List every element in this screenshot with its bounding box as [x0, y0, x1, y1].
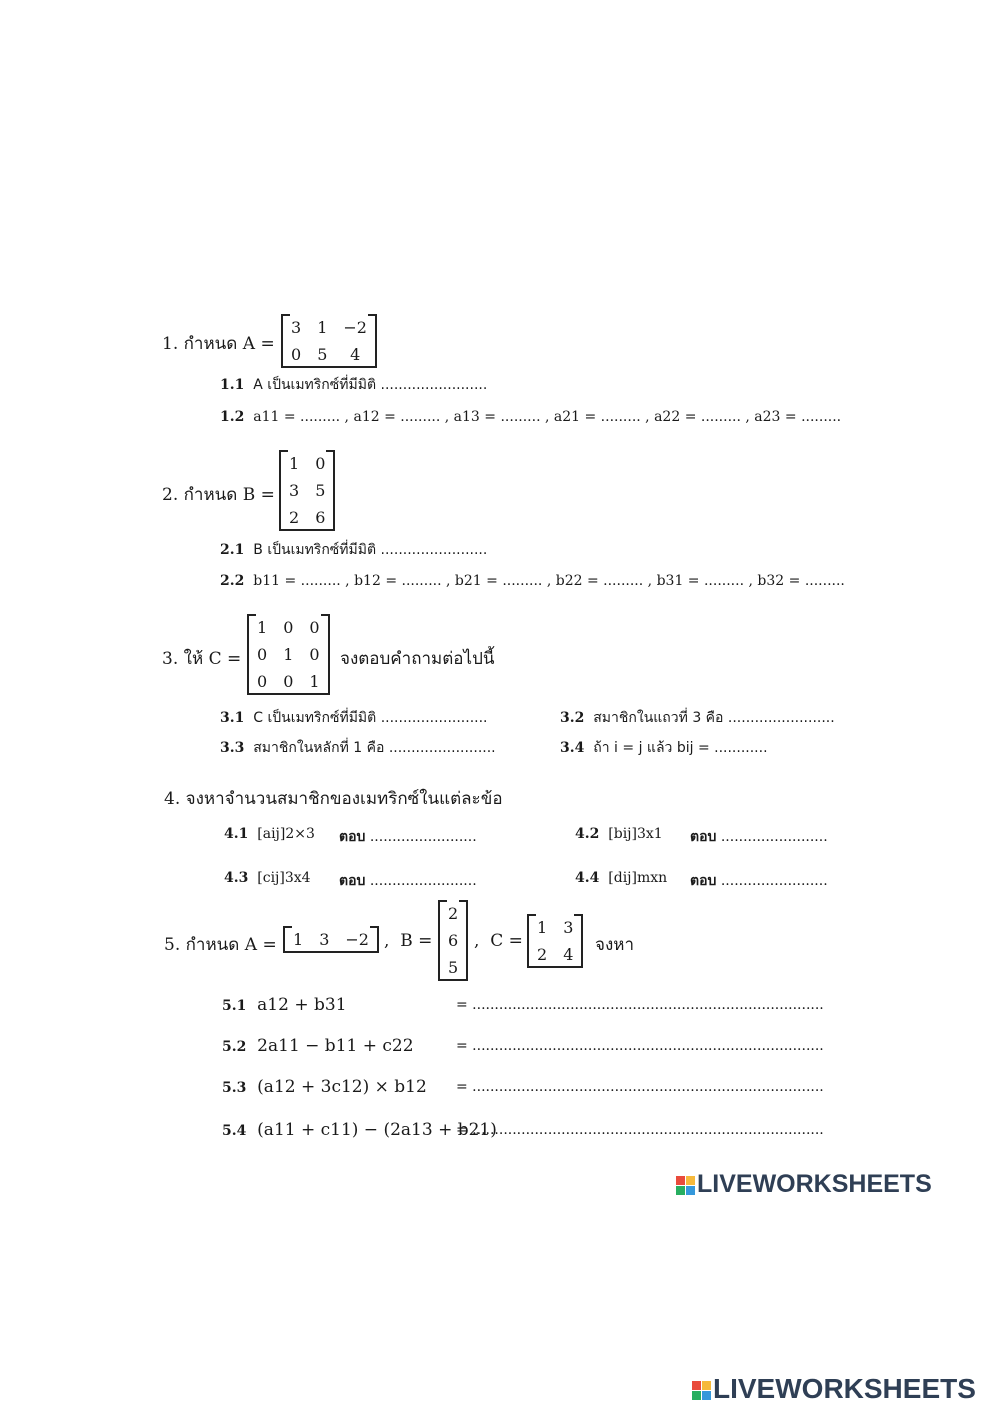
matrix-cell: 1 [537, 918, 548, 937]
q5-b-var-text: B = [400, 931, 433, 951]
q5-3 [222, 1077, 427, 1097]
q1-text: กำหนด [183, 334, 238, 354]
q1-var: A = [242, 334, 275, 354]
q3-after-text: จงตอบคำถามต่อไปนี้ [340, 649, 495, 669]
q3-4 [560, 737, 768, 759]
q4-4-answer [690, 870, 828, 892]
q1-1-label: 1.1 [220, 377, 245, 393]
matrix-cell: 5 [317, 345, 328, 364]
matrix-cell: 0 [315, 454, 326, 473]
matrix-cell: 0 [283, 618, 294, 637]
q1-1 [220, 374, 487, 396]
matrix-c-q3 [247, 614, 330, 695]
q3-3-text: สมาชิกในหลักที่ 1 คือ ........................ [253, 740, 496, 756]
q4-text: จงหาจำนวนสมาชิกของเมทริกซ์ในแต่ละข้อ [185, 789, 503, 809]
q4-1 [224, 826, 315, 842]
q5-2-label: 5.2 [222, 1039, 247, 1055]
answer-blank: ........................ [720, 873, 828, 889]
q3-var: C = [208, 649, 242, 669]
q5-after-text: จงหา [595, 935, 635, 955]
q1-2: 1.2 a11 = ......... , a12 = ......... , a13 = ......... , a21 = ......... , a22 = ......... , a23 = ......... [220, 409, 842, 425]
matrix-b-q5 [438, 900, 468, 981]
q3-text: ให้ [183, 649, 204, 669]
q3-2-label: 3.2 [560, 710, 585, 726]
q5-4-expr: (a11 + c11) − (2a13 + b21) [257, 1120, 497, 1140]
logo-text: LIVEWORKSHEETS [697, 1170, 932, 1198]
matrix-a-q1 [281, 314, 377, 368]
q1-2-part: a21 = ......... [553, 409, 641, 425]
q2-1-label: 2.1 [220, 542, 245, 558]
q5-b-var: , B = [384, 931, 433, 951]
answer-word: ตอบ [690, 829, 717, 845]
matrix-cell: 6 [315, 508, 326, 527]
q4-2 [575, 826, 663, 842]
q5-c-var-text: C = [490, 931, 523, 951]
q2-2-part: b22 = ......... [555, 573, 644, 589]
q1-2-label: 1.2 [220, 409, 245, 425]
q2-number: 2. [162, 485, 179, 505]
q3-number: 3. [162, 649, 179, 669]
q3-3-label: 3.3 [220, 740, 245, 756]
matrix-cell: 6 [448, 931, 459, 950]
q4-number: 4. [164, 789, 181, 809]
answer-blank: ........................ [369, 829, 477, 845]
q4-heading [164, 785, 503, 812]
q4-1-answer [339, 826, 477, 848]
q1-2-part: a13 = ......... [453, 409, 541, 425]
q5-1-blank: = ............................................................................... [456, 997, 824, 1013]
q5-2-expr: 2a11 − b11 + c22 [257, 1036, 414, 1056]
answer-word: ตอบ [690, 873, 717, 889]
q1-2-part: a22 = ......... [654, 409, 741, 425]
matrix-cell: −2 [345, 930, 369, 949]
matrix-cell: 1 [283, 645, 294, 664]
q4-1-expr: [aij]2×3 [257, 826, 315, 842]
q1-heading [162, 330, 275, 357]
q5-a-var: A = [244, 935, 277, 955]
matrix-cell: 2 [289, 508, 300, 527]
q2-1-text: B เป็นเมทริกซ์ที่มีมิติ ........................ [253, 542, 488, 558]
matrix-cell: 1 [289, 454, 300, 473]
matrix-cell: 0 [309, 645, 320, 664]
matrix-c-q5 [527, 914, 583, 968]
q5-1-expr: a12 + b31 [257, 995, 347, 1015]
q1-2-part: a12 = ......... [353, 409, 441, 425]
q5-1 [222, 995, 347, 1015]
logo-icon [676, 1176, 695, 1195]
q4-3-expr: [cij]3x4 [257, 870, 311, 886]
matrix-a-q5 [283, 926, 379, 953]
q3-heading [162, 645, 241, 672]
q5-text: กำหนด [185, 935, 240, 955]
matrix-cell: 2 [537, 945, 548, 964]
answer-blank: ........................ [720, 829, 828, 845]
logo-text: LIVEWORKSHEETS [713, 1373, 976, 1404]
q1-2-part: a23 = ......... [754, 409, 842, 425]
q1-1-text: A เป็นเมทริกซ์ที่มีมิติ ........................ [253, 377, 488, 393]
q3-4-text: ถ้า i = j แล้ว bij = ............ [593, 740, 768, 756]
q5-4-label: 5.4 [222, 1123, 247, 1139]
q1-2-part: a11 = ......... [253, 409, 341, 425]
q2-2-label: 2.2 [220, 573, 245, 589]
matrix-cell: 3 [563, 918, 574, 937]
liveworksheets-logo-inline [676, 1170, 932, 1199]
q1-number: 1. [162, 334, 179, 354]
q3-3 [220, 737, 496, 759]
matrix-cell: 3 [291, 318, 302, 337]
matrix-cell: 3 [289, 481, 300, 500]
q2-1 [220, 539, 487, 561]
q4-2-label: 4.2 [575, 826, 600, 842]
q2-2-part: b12 = ......... [354, 573, 442, 589]
answer-word: ตอบ [339, 873, 366, 889]
matrix-cell: 0 [309, 618, 320, 637]
matrix-cell: −2 [343, 318, 367, 337]
matrix-cell: 5 [315, 481, 326, 500]
answer-word: ตอบ [339, 829, 366, 845]
q3-1-text: C เป็นเมทริกซ์ที่มีมิติ ........................ [253, 710, 488, 726]
q5-number: 5. [164, 935, 181, 955]
liveworksheets-logo-footer [692, 1373, 976, 1405]
q5-3-blank: = ............................................................................... [456, 1079, 824, 1095]
q4-2-answer [690, 826, 828, 848]
q4-4-label: 4.4 [575, 870, 600, 886]
q5-2-blank: = ............................................................................... [456, 1038, 824, 1054]
q5-3-label: 5.3 [222, 1080, 247, 1096]
matrix-cell: 0 [291, 345, 302, 364]
q4-2-expr: [bij]3x1 [608, 826, 663, 842]
q2-var: B = [242, 485, 275, 505]
q2-2-part: b11 = ......... [253, 573, 341, 589]
q4-4-expr: [dij]mxn [608, 870, 668, 886]
matrix-cell: 1 [317, 318, 328, 337]
matrix-cell: 1 [293, 930, 304, 949]
matrix-cell: 4 [350, 345, 361, 364]
matrix-cell: 4 [563, 945, 574, 964]
q2-2: 2.2 b11 = ......... , b12 = ......... , b21 = ......... , b22 = ......... , b31 = ......... , b32 = ......... [220, 573, 845, 589]
matrix-cell: 3 [319, 930, 330, 949]
q4-4 [575, 870, 667, 886]
q2-2-part: b21 = ......... [454, 573, 543, 589]
matrix-cell: 1 [309, 672, 320, 691]
logo-icon [692, 1381, 711, 1400]
q4-3-label: 4.3 [224, 870, 249, 886]
matrix-cell: 0 [283, 672, 294, 691]
answer-blank: ........................ [369, 873, 477, 889]
matrix-cell: 0 [257, 645, 268, 664]
q4-3 [224, 870, 311, 886]
q2-text: กำหนด [183, 485, 238, 505]
q5-4-blank: = ............................................................................... [456, 1122, 824, 1138]
matrix-cell: 2 [448, 904, 459, 923]
matrix-b-q2 [279, 450, 335, 531]
q5-2 [222, 1036, 414, 1056]
q5-1-label: 5.1 [222, 998, 247, 1014]
q3-1 [220, 707, 488, 729]
q3-1-label: 3.1 [220, 710, 245, 726]
q5-3-expr: (a12 + 3c12) × b12 [257, 1077, 427, 1097]
q2-2-part: b31 = ......... [656, 573, 745, 589]
q3-2 [560, 707, 835, 729]
q3-2-text: สมาชิกในแถวที่ 3 คือ ........................ [593, 710, 835, 726]
q5-c-var: , C = [474, 931, 523, 951]
matrix-cell: 5 [448, 958, 459, 977]
q5-heading [164, 931, 277, 958]
q2-2-part: b32 = ......... [757, 573, 845, 589]
matrix-cell: 1 [257, 618, 268, 637]
q4-3-answer [339, 870, 477, 892]
q4-1-label: 4.1 [224, 826, 249, 842]
q2-heading [162, 481, 275, 508]
matrix-cell: 0 [257, 672, 268, 691]
q3-4-label: 3.4 [560, 740, 585, 756]
